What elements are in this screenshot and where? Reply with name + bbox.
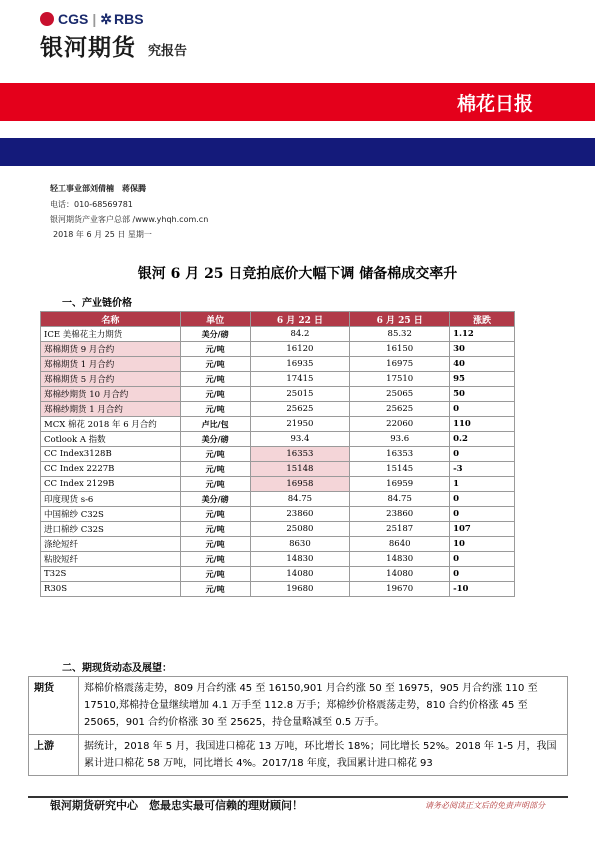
header-change: 涨跌	[450, 312, 515, 327]
logo-cgs-text: CGS	[58, 11, 89, 27]
report-title: 棉花日报	[456, 93, 533, 115]
table-row: ICE 美棉花主力期货 美分/磅 84.2 85.32 1.12	[41, 327, 515, 342]
header-unit: 单位	[180, 312, 250, 327]
brand-name: 银河期货	[40, 35, 136, 61]
table-row: CC Index 2129B 元/吨 16958 16959 1	[41, 477, 515, 492]
table-row: 印度现货 s-6 美分/磅 84.75 84.75 0	[41, 492, 515, 507]
table-row	[29, 735, 568, 776]
table-row: 粘胶短纤 元/吨 14830 14830 0	[41, 552, 515, 567]
report-date: 2018 年 6 月 25 日 星期一	[53, 230, 152, 239]
footer-slogan: 银河期货研究中心 您最忠实最可信赖的理财顾问！	[50, 799, 303, 812]
red-banner	[0, 83, 595, 121]
website[interactable]: 银河期货产业客户总部 /www.yhqh.com.cn	[50, 215, 209, 224]
header-name: 名称	[41, 312, 181, 327]
table-row: R30S 元/吨 19680 19670 -10	[41, 582, 515, 597]
navy-banner	[0, 138, 595, 166]
page-title: 银河 6 月 25 日竞拍底价大幅下调 储备棉成交率升	[137, 266, 458, 282]
table-header-row	[41, 312, 515, 327]
logo	[40, 10, 144, 28]
table-row: MCX 棉花 2018 年 6 月合约 卢比/包 21950 22060 110	[41, 417, 515, 432]
table-row: 进口棉纱 C32S 元/吨 25080 25187 107	[41, 522, 515, 537]
table-row: 中国棉纱 C32S 元/吨 23860 23860 0	[41, 507, 515, 522]
table-row: CC Index3128B 元/吨 16353 16353 0	[41, 447, 515, 462]
outlook-table	[28, 676, 568, 776]
table-row: 郑棉期货 5 月合约 元/吨 17415 17510 95	[41, 372, 515, 387]
rbs-star-icon: ✲	[100, 10, 112, 27]
logo-rbs-text: RBS	[114, 11, 144, 27]
outlook-label: 上游	[29, 735, 79, 776]
outlook-label: 期货	[29, 677, 79, 735]
table-row	[29, 677, 568, 735]
table-row: CC Index 2227B 元/吨 15148 15145 -3	[41, 462, 515, 477]
cgs-logo-icon	[40, 12, 54, 26]
brand-subtitle: 究报告	[148, 44, 188, 59]
section-heading-outlook: 二、期现货动态及展望：	[62, 663, 172, 674]
authors: 轻工事业部刘倩楠 蒋保腾	[50, 184, 146, 193]
header-date2: 6 月 25 日	[350, 312, 450, 327]
brand	[40, 30, 187, 62]
outlook-text: 郑棉价格震荡走势，809 月合约涨 45 至 16150,901 月合约涨 50 至 16975，905 月合约涨 110 至 17510,郑棉持仓量继续增加 4.1 万手至 112.8 万手；郑棉纱价格震荡走势，810 合约价格涨 45 至 25065，901 合约价格涨 30 至 25625，持仓量略减至 0.5 万手。	[79, 677, 568, 735]
table-row: 郑棉纱期货 1 月合约 元/吨 25625 25625 0	[41, 402, 515, 417]
table-row: 郑棉纱期货 10 月合约 元/吨 25015 25065 50	[41, 387, 515, 402]
price-table	[40, 311, 515, 597]
table-row: 郑棉期货 1 月合约 元/吨 16935 16975 40	[41, 357, 515, 372]
table-row: 郑棉期货 9 月合约 元/吨 16120 16150 30	[41, 342, 515, 357]
phone: 电话：010-68569781	[50, 200, 133, 209]
footer-disclaimer: 请务必阅读正文后的免责声明部分	[425, 801, 545, 810]
table-row: Cotlook A 指数 美分/磅 93.4 93.6 0.2	[41, 432, 515, 447]
logo-separator: |	[92, 11, 97, 27]
table-row: T32S 元/吨 14080 14080 0	[41, 567, 515, 582]
outlook-text: 据统计，2018 年 5 月，我国进口棉花 13 万吨，环比增长 18%；同比增长 52%。2018 年 1-5 月，我国累计进口棉花 58 万吨，同比增长 4%。2017/18 年度，我国累计进口棉花 93	[79, 735, 568, 776]
header-date1: 6 月 22 日	[250, 312, 350, 327]
section-heading-prices: 一、产业链价格	[62, 298, 132, 309]
table-row: 涤纶短纤 元/吨 8630 8640 10	[41, 537, 515, 552]
